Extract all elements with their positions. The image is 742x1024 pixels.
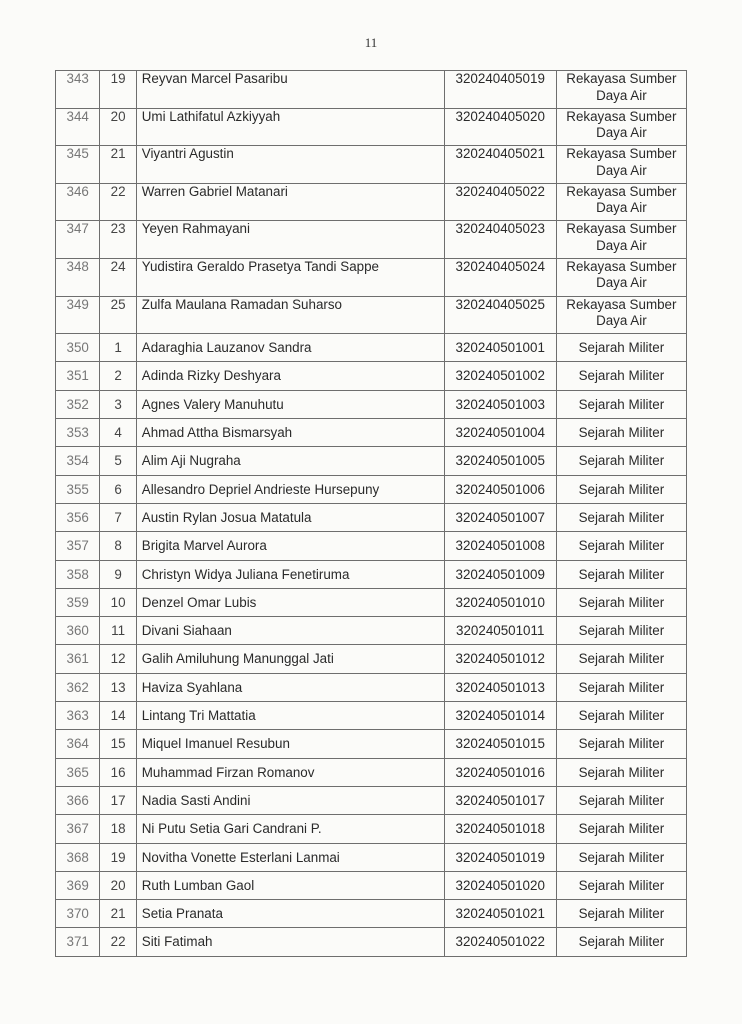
sub-number-cell: 25 <box>100 296 136 334</box>
study-program-cell: Sejarah Militer <box>556 362 686 390</box>
study-program-cell: Rekayasa Sumber Daya Air <box>556 183 686 221</box>
student-name-cell: Adaraghia Lauzanov Sandra <box>136 334 444 362</box>
study-program-cell: Sejarah Militer <box>556 843 686 871</box>
student-name-cell: Adinda Rizky Deshyara <box>136 362 444 390</box>
row-number-cell: 362 <box>56 673 100 701</box>
study-program-cell: Sejarah Militer <box>556 447 686 475</box>
sub-number-cell: 18 <box>100 815 136 843</box>
study-program-cell: Sejarah Militer <box>556 390 686 418</box>
student-name-cell: Yeyen Rahmayani <box>136 221 444 259</box>
study-program-cell: Rekayasa Sumber Daya Air <box>556 296 686 334</box>
row-number-cell: 354 <box>56 447 100 475</box>
student-name-cell: Denzel Omar Lubis <box>136 588 444 616</box>
table-row <box>56 183 687 221</box>
table-row <box>56 503 687 531</box>
student-id-cell: 320240405019 <box>444 71 556 109</box>
sub-number-cell: 6 <box>100 475 136 503</box>
row-number-cell: 347 <box>56 221 100 259</box>
sub-number-cell: 16 <box>100 758 136 786</box>
row-number-cell: 356 <box>56 503 100 531</box>
row-number-cell: 345 <box>56 146 100 184</box>
sub-number-cell: 10 <box>100 588 136 616</box>
row-number-cell: 367 <box>56 815 100 843</box>
table-row <box>56 221 687 259</box>
student-id-cell: 320240501002 <box>444 362 556 390</box>
student-name-cell: Muhammad Firzan Romanov <box>136 758 444 786</box>
student-name-cell: Zulfa Maulana Ramadan Suharso <box>136 296 444 334</box>
row-number-cell: 355 <box>56 475 100 503</box>
row-number-cell: 344 <box>56 108 100 146</box>
student-name-cell: Siti Fatimah <box>136 928 444 956</box>
sub-number-cell: 19 <box>100 843 136 871</box>
study-program-cell: Rekayasa Sumber Daya Air <box>556 71 686 109</box>
student-id-cell: 320240501022 <box>444 928 556 956</box>
student-id-cell: 320240405020 <box>444 108 556 146</box>
student-id-cell: 320240501011 <box>444 617 556 645</box>
study-program-cell: Sejarah Militer <box>556 475 686 503</box>
table-row <box>56 730 687 758</box>
sub-number-cell: 22 <box>100 183 136 221</box>
study-program-cell: Sejarah Militer <box>556 560 686 588</box>
student-id-cell: 320240501016 <box>444 758 556 786</box>
student-id-cell: 320240405024 <box>444 258 556 296</box>
student-name-cell: Haviza Syahlana <box>136 673 444 701</box>
student-id-cell: 320240405021 <box>444 146 556 184</box>
study-program-cell: Sejarah Militer <box>556 532 686 560</box>
student-name-cell: Setia Pranata <box>136 900 444 928</box>
study-program-cell: Sejarah Militer <box>556 503 686 531</box>
row-number-cell: 349 <box>56 296 100 334</box>
student-name-cell: Umi Lathifatul Azkiyyah <box>136 108 444 146</box>
student-name-cell: Miquel Imanuel Resubun <box>136 730 444 758</box>
student-id-cell: 320240405022 <box>444 183 556 221</box>
study-program-cell: Sejarah Militer <box>556 786 686 814</box>
row-number-cell: 368 <box>56 843 100 871</box>
table-row <box>56 532 687 560</box>
table-row <box>56 758 687 786</box>
sub-number-cell: 9 <box>100 560 136 588</box>
student-id-cell: 320240501007 <box>444 503 556 531</box>
sub-number-cell: 3 <box>100 390 136 418</box>
student-id-cell: 320240501001 <box>444 334 556 362</box>
student-name-cell: Novitha Vonette Esterlani Lanmai <box>136 843 444 871</box>
student-name-cell: Ni Putu Setia Gari Candrani P. <box>136 815 444 843</box>
student-id-cell: 320240501006 <box>444 475 556 503</box>
table-row <box>56 928 687 956</box>
study-program-cell: Sejarah Militer <box>556 645 686 673</box>
page-number: 11 <box>364 35 378 50</box>
row-number-cell: 343 <box>56 71 100 109</box>
student-name-cell: Austin Rylan Josua Matatula <box>136 503 444 531</box>
student-name-cell: Allesandro Depriel Andrieste Hursepuny <box>136 475 444 503</box>
row-number-cell: 365 <box>56 758 100 786</box>
table-row <box>56 617 687 645</box>
table-row <box>56 390 687 418</box>
table-row <box>56 146 687 184</box>
student-id-cell: 320240405023 <box>444 221 556 259</box>
study-program-cell: Sejarah Militer <box>556 928 686 956</box>
student-id-cell: 320240501014 <box>444 702 556 730</box>
table-row <box>56 296 687 334</box>
student-id-cell: 320240501018 <box>444 815 556 843</box>
student-id-cell: 320240501009 <box>444 560 556 588</box>
table-row <box>56 786 687 814</box>
row-number-cell: 352 <box>56 390 100 418</box>
row-number-cell: 348 <box>56 258 100 296</box>
table-row <box>56 673 687 701</box>
row-number-cell: 363 <box>56 702 100 730</box>
row-number-cell: 366 <box>56 786 100 814</box>
study-program-cell: Sejarah Militer <box>556 871 686 899</box>
sub-number-cell: 21 <box>100 146 136 184</box>
row-number-cell: 357 <box>56 532 100 560</box>
student-name-cell: Nadia Sasti Andini <box>136 786 444 814</box>
table-row <box>56 108 687 146</box>
table-row <box>56 334 687 362</box>
student-id-cell: 320240501017 <box>444 786 556 814</box>
study-program-cell: Rekayasa Sumber Daya Air <box>556 108 686 146</box>
table-row <box>56 900 687 928</box>
table-row <box>56 843 687 871</box>
table-row <box>56 815 687 843</box>
student-id-cell: 320240501019 <box>444 843 556 871</box>
student-name-cell: Alim Aji Nugraha <box>136 447 444 475</box>
table-row <box>56 71 687 109</box>
study-program-cell: Sejarah Militer <box>556 419 686 447</box>
row-number-cell: 364 <box>56 730 100 758</box>
table-row <box>56 871 687 899</box>
table-row <box>56 702 687 730</box>
table-row <box>56 475 687 503</box>
study-program-cell: Rekayasa Sumber Daya Air <box>556 146 686 184</box>
study-program-cell: Sejarah Militer <box>556 673 686 701</box>
student-id-cell: 320240501021 <box>444 900 556 928</box>
student-name-cell: Viyantri Agustin <box>136 146 444 184</box>
student-id-cell: 320240501013 <box>444 673 556 701</box>
student-id-cell: 320240501003 <box>444 390 556 418</box>
sub-number-cell: 7 <box>100 503 136 531</box>
student-name-cell: Yudistira Geraldo Prasetya Tandi Sappe <box>136 258 444 296</box>
sub-number-cell: 15 <box>100 730 136 758</box>
sub-number-cell: 19 <box>100 71 136 109</box>
study-program-cell: Sejarah Militer <box>556 730 686 758</box>
student-table <box>55 70 687 957</box>
sub-number-cell: 22 <box>100 928 136 956</box>
student-name-cell: Ruth Lumban Gaol <box>136 871 444 899</box>
table-row <box>56 560 687 588</box>
row-number-cell: 371 <box>56 928 100 956</box>
row-number-cell: 346 <box>56 183 100 221</box>
student-id-cell: 320240501020 <box>444 871 556 899</box>
study-program-cell: Sejarah Militer <box>556 334 686 362</box>
sub-number-cell: 8 <box>100 532 136 560</box>
sub-number-cell: 23 <box>100 221 136 259</box>
sub-number-cell: 14 <box>100 702 136 730</box>
study-program-cell: Sejarah Militer <box>556 617 686 645</box>
sub-number-cell: 21 <box>100 900 136 928</box>
student-id-cell: 320240501008 <box>444 532 556 560</box>
study-program-cell: Sejarah Militer <box>556 758 686 786</box>
row-number-cell: 369 <box>56 871 100 899</box>
student-name-cell: Brigita Marvel Aurora <box>136 532 444 560</box>
student-name-cell: Warren Gabriel Matanari <box>136 183 444 221</box>
sub-number-cell: 2 <box>100 362 136 390</box>
sub-number-cell: 20 <box>100 871 136 899</box>
sub-number-cell: 12 <box>100 645 136 673</box>
student-id-cell: 320240501015 <box>444 730 556 758</box>
sub-number-cell: 24 <box>100 258 136 296</box>
table-row <box>56 419 687 447</box>
row-number-cell: 359 <box>56 588 100 616</box>
row-number-cell: 361 <box>56 645 100 673</box>
student-id-cell: 320240501012 <box>444 645 556 673</box>
row-number-cell: 358 <box>56 560 100 588</box>
student-id-cell: 320240501004 <box>444 419 556 447</box>
row-number-cell: 350 <box>56 334 100 362</box>
study-program-cell: Rekayasa Sumber Daya Air <box>556 221 686 259</box>
table-row <box>56 588 687 616</box>
sub-number-cell: 11 <box>100 617 136 645</box>
sub-number-cell: 20 <box>100 108 136 146</box>
table-row <box>56 258 687 296</box>
table-row <box>56 362 687 390</box>
study-program-cell: Sejarah Militer <box>556 900 686 928</box>
student-name-cell: Reyvan Marcel Pasaribu <box>136 71 444 109</box>
study-program-cell: Sejarah Militer <box>556 588 686 616</box>
table-row <box>56 447 687 475</box>
row-number-cell: 351 <box>56 362 100 390</box>
sub-number-cell: 1 <box>100 334 136 362</box>
student-name-cell: Lintang Tri Mattatia <box>136 702 444 730</box>
student-name-cell: Galih Amiluhung Manunggal Jati <box>136 645 444 673</box>
student-name-cell: Divani Siahaan <box>136 617 444 645</box>
student-name-cell: Christyn Widya Juliana Fenetiruma <box>136 560 444 588</box>
sub-number-cell: 17 <box>100 786 136 814</box>
sub-number-cell: 13 <box>100 673 136 701</box>
student-table-body <box>56 71 687 957</box>
row-number-cell: 370 <box>56 900 100 928</box>
student-id-cell: 320240501005 <box>444 447 556 475</box>
sub-number-cell: 5 <box>100 447 136 475</box>
student-name-cell: Ahmad Attha Bismarsyah <box>136 419 444 447</box>
row-number-cell: 353 <box>56 419 100 447</box>
study-program-cell: Sejarah Militer <box>556 702 686 730</box>
table-row <box>56 645 687 673</box>
study-program-cell: Rekayasa Sumber Daya Air <box>556 258 686 296</box>
row-number-cell: 360 <box>56 617 100 645</box>
student-name-cell: Agnes Valery Manuhutu <box>136 390 444 418</box>
study-program-cell: Sejarah Militer <box>556 815 686 843</box>
student-id-cell: 320240405025 <box>444 296 556 334</box>
student-id-cell: 320240501010 <box>444 588 556 616</box>
sub-number-cell: 4 <box>100 419 136 447</box>
